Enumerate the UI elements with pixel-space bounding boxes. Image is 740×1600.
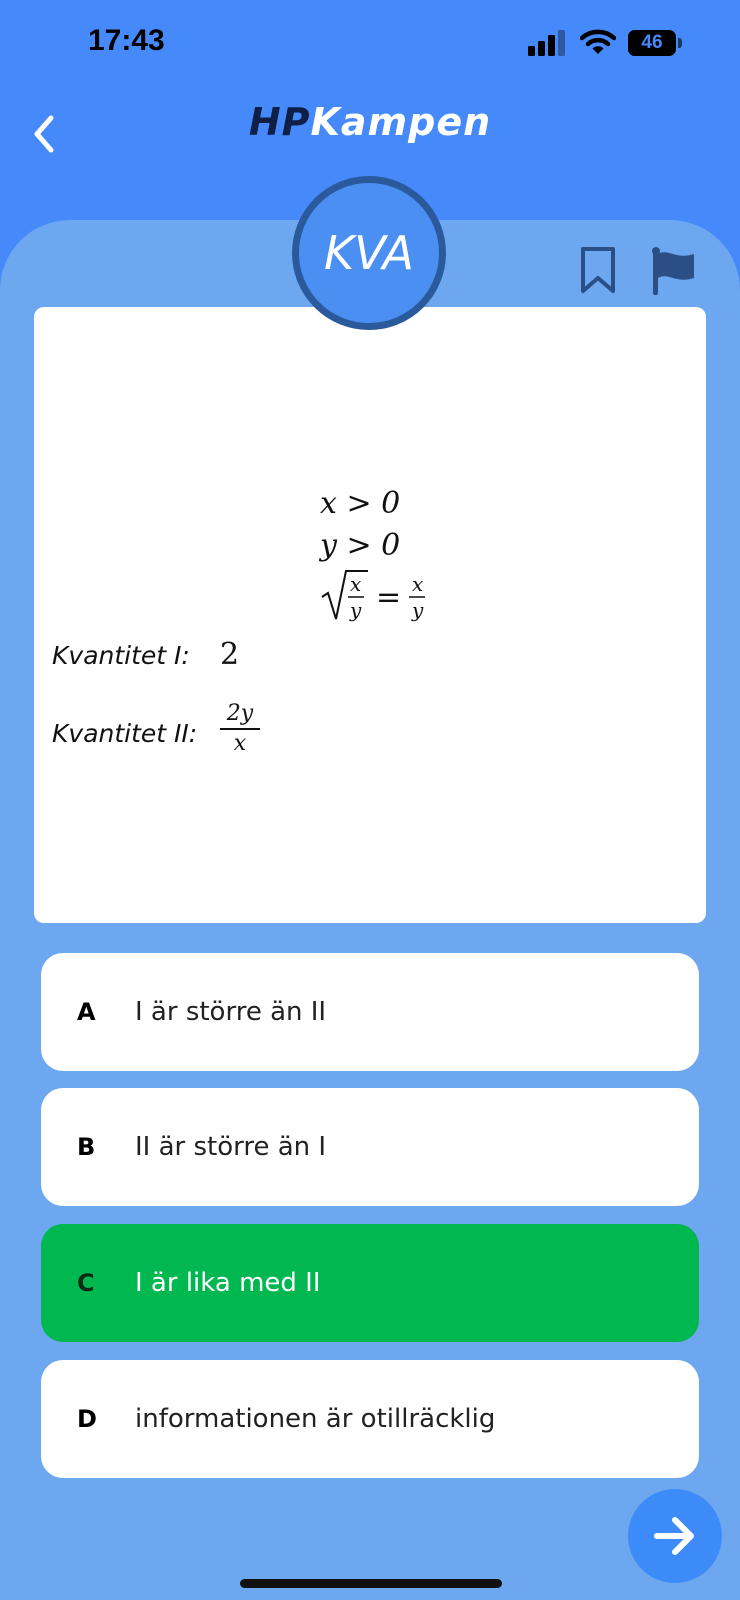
battery-level: 46 <box>641 32 663 53</box>
svg-text:x: x <box>412 572 424 596</box>
category-badge: KVA <box>292 176 446 330</box>
svg-text:=: = <box>376 580 402 615</box>
status-time: 17:43 <box>88 24 165 57</box>
option-text: I är lika med II <box>135 1268 321 1298</box>
option-letter: D <box>77 1405 97 1433</box>
option-text: II är större än I <box>135 1132 327 1162</box>
signal-icon <box>528 30 570 56</box>
option-a[interactable] <box>41 953 699 1071</box>
conditions <box>320 483 520 627</box>
svg-text:x: x <box>350 572 362 596</box>
wifi-icon <box>580 28 616 56</box>
bookmark-icon[interactable] <box>578 246 618 294</box>
option-text: I är större än II <box>135 997 327 1027</box>
condition-3 <box>320 567 520 627</box>
option-b[interactable] <box>41 1088 699 1206</box>
sqrt-equation <box>320 567 520 629</box>
home-indicator <box>240 1579 502 1588</box>
question-card <box>34 307 706 923</box>
quantity-1-value: 2 <box>220 637 240 672</box>
battery-icon <box>628 30 684 56</box>
app-title-part2: Kampen <box>310 100 492 144</box>
quantity-2-label: Kvantitet II: <box>52 719 198 748</box>
quantity-1-label: Kvantitet I: <box>52 641 190 670</box>
flag-icon[interactable] <box>650 246 696 296</box>
status-bar <box>0 0 740 90</box>
option-letter: A <box>77 998 96 1026</box>
next-button[interactable] <box>628 1489 722 1583</box>
option-text: informationen är otillräcklig <box>135 1404 496 1434</box>
svg-text:y: y <box>350 598 362 622</box>
app-title-part1: HP <box>248 100 311 144</box>
option-d[interactable] <box>41 1360 699 1478</box>
app-title <box>0 100 740 144</box>
arrow-right-icon <box>653 1516 697 1556</box>
quantity-2-denominator: x <box>233 730 247 756</box>
header <box>0 90 740 180</box>
condition-1: x > 0 <box>320 486 401 521</box>
svg-text:y: y <box>412 598 424 622</box>
quantity-2-value <box>220 701 260 757</box>
option-c[interactable] <box>41 1224 699 1342</box>
condition-2: y > 0 <box>320 528 401 563</box>
status-icons <box>641 28 686 60</box>
option-letter: B <box>77 1133 96 1161</box>
quantity-2-numerator: 2y <box>226 701 254 726</box>
option-letter: C <box>77 1269 95 1297</box>
